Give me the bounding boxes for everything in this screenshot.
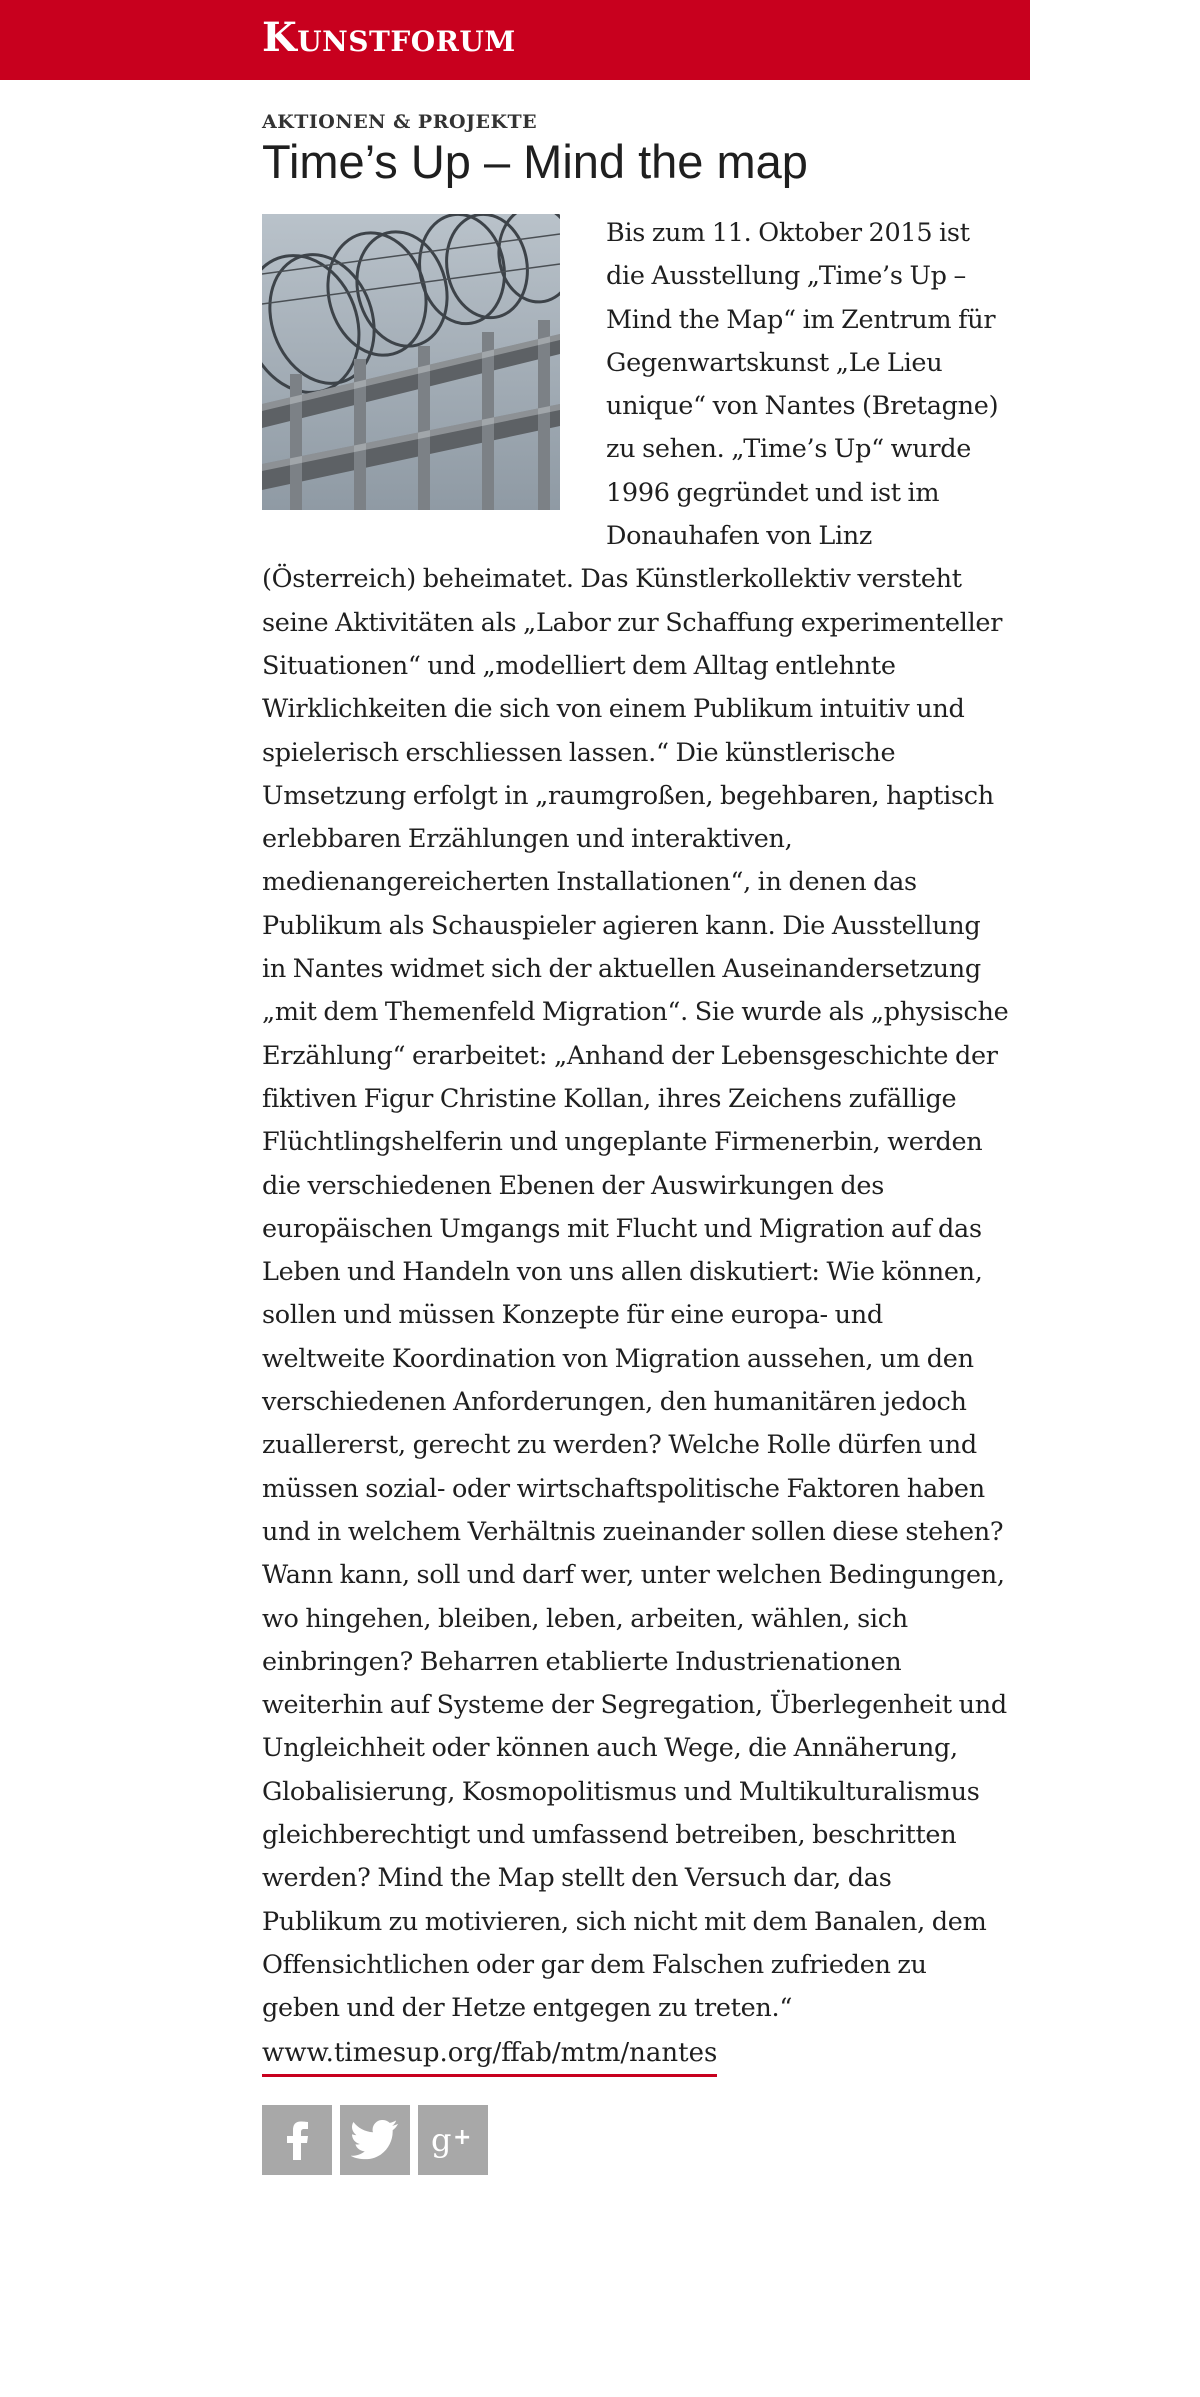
site-logo[interactable]: Kunstforum [262,14,516,61]
twitter-icon [351,2120,399,2160]
site-header [0,0,1030,80]
article-image [262,214,560,510]
barbed-wire-image [262,214,560,510]
svg-text:g: g [431,2121,452,2160]
article-title: Time’s Up – Mind the map [262,135,808,188]
source-link[interactable]: www.timesup.org/ffab/mtm/nantes [262,2032,717,2077]
google-plus-icon [430,2120,476,2160]
article-kicker[interactable]: AKTIONEN & PROJEKTE [262,111,538,133]
article-body: Bis zum 11. Oktober 2015 ist die Ausstellung „Time’s Up – Mind the Map“ im Zentrum für Gegenwartskunst „Le Lieu unique“ von Nantes (Bretagne) zu sehen. „Time’s Up“ wurde 1996 gegründet und ist im Donauhafen von Linz (Österreich) beheimatet. Das Künstlerkollektiv versteht seine Aktivitäten als „Labor zur Schaffung experimenteller Situationen“ und „modelliert dem Alltag entlehnte Wirklichkeiten die sich von einem Publikum intuitiv und spielerisch erschliessen lassen.“ Die künstlerische Umsetzung erfolgt in „raumgroßen, begehbaren, haptisch erlebbaren Erzählungen und interaktiven, medienangereicherten Installationen“, in denen das Publikum als Schauspieler agieren kann. Die Ausstellung in Nantes widmet sich der aktuellen Auseinandersetzung „mit dem Themenfeld Migration“. Sie wurde als „physische Erzählung“ erarbeitet: „Anhand der Lebensgeschichte der fiktiven Figur Christine Kollan, ihres Zeichens zufällige Flüchtlingshelferin und ungeplante Firmenerbin, werden die verschiedenen Ebenen der Auswirkungen des europäischen Umgangs mit Flucht und Migration auf das Leben und Handeln von uns allen diskutiert: Wie können, sollen und müssen Konzepte für eine europa- und weltweite Koordination von Migration aussehen, um den verschiedenen Anforderungen, den humanitären jedoch zuallererst, gerecht zu werden? Welche Rolle dürfen und müssen sozial- oder wirtschaftspolitische Faktoren haben und in welchem Verhältnis zueinander sollen diese stehen? Wann kann, soll und darf wer, unter welchen Bedingungen, wo hingehen, bleiben, leben, arbeiten, wählen, sich einbringen? Beharren etablierte Industrienationen weiterhin auf Systeme der Segregation, Überlegenheit und Ungleichheit oder können auch Wege, die Annäherung, Globalisierung, Kosmopolitismus und Multikulturalismus gleichberechtigt und umfassend betreiben, beschritten werden? Mind the Map stellt den Versuch dar, das Publikum zu motivieren, sich nicht mit dem Banalen, dem Offensichtlichen oder gar dem Falschen zufrieden zu geben und der Hetze entgegen zu treten.“ [262,218,1009,2024]
facebook-icon [280,2120,314,2160]
twitter-share-button[interactable] [340,2105,410,2175]
svg-text:+: + [453,2125,472,2151]
article [262,110,1010,2175]
facebook-share-button[interactable] [262,2105,332,2175]
social-share-bar [262,2105,1010,2175]
google-plus-share-button[interactable] [418,2105,488,2175]
